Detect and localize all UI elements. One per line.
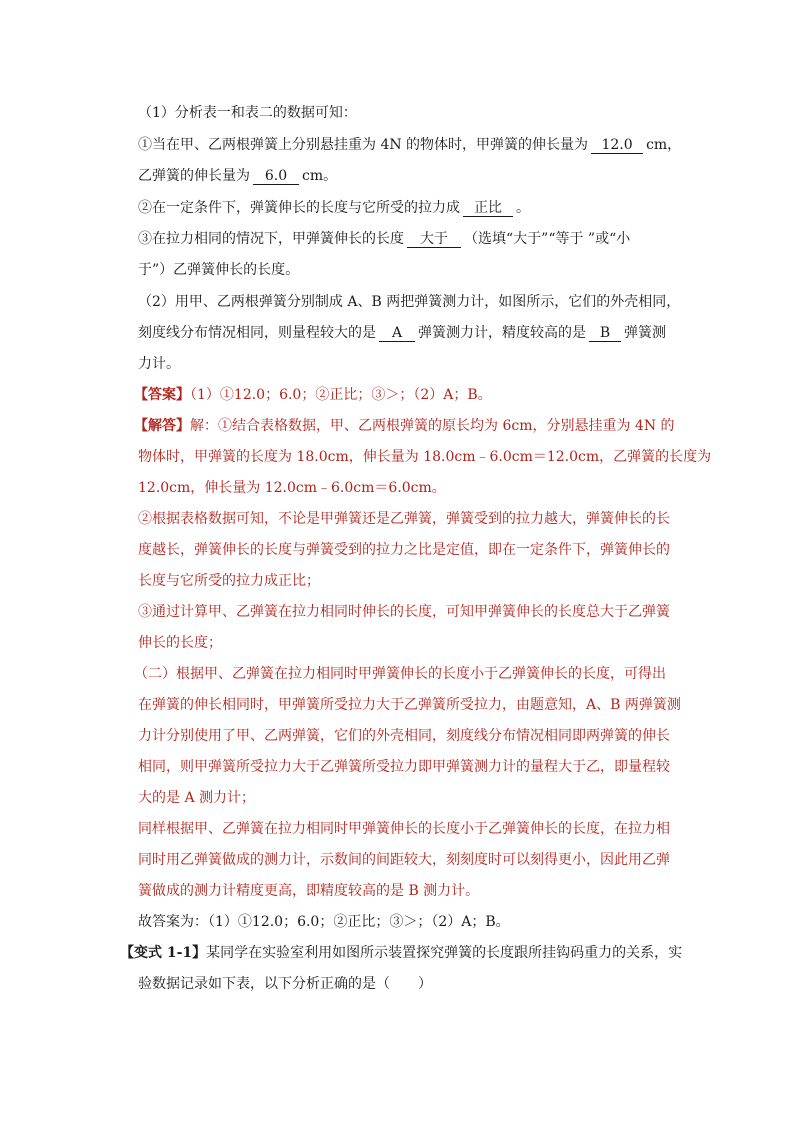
q1-blank-6: 6.0 bbox=[253, 168, 299, 185]
analysis-line-1: 物体时，甲弹簧的长度为 18.0cm，伸长量为 18.0cm﹣6.0cm＝12.0cm，乙弹簧的长度为 bbox=[138, 449, 712, 465]
q2-text2: 弹簧测力计，精度较高的是 bbox=[418, 325, 586, 341]
q2-line2 bbox=[138, 324, 666, 342]
q1-blank-greater: 大于 bbox=[407, 231, 461, 248]
q2-text1: 刻度线分布情况相同，则量程较大的是 bbox=[138, 325, 376, 341]
analysis-line-13: 同样根据甲、乙弹簧在拉力相同时甲弹簧伸长的长度小于乙弹簧伸长的长度，在拉力相 bbox=[138, 821, 670, 837]
analysis-line-7: 伸长的长度； bbox=[138, 635, 222, 651]
answer-text: （1）①12.0；6.0；②正比；③＞；（2）A；B。 bbox=[190, 387, 492, 403]
q1-item2-end: 。 bbox=[516, 200, 530, 216]
q2-blank-b: B bbox=[589, 325, 621, 342]
q1-item3-line2: 于”）乙弹簧伸长的长度。 bbox=[138, 262, 300, 278]
q1-blank-proportional: 正比 bbox=[463, 200, 513, 217]
analysis-line-6: ③通过计算甲、乙弹簧在拉力相同时伸长的长度，可知甲弹簧伸长的长度总大于乙弹簧 bbox=[138, 604, 670, 620]
analysis-line-3: ②根据表格数据可知，不论是甲弹簧还是乙弹簧，弹簧受到的拉力越大，弹簧伸长的长 bbox=[138, 511, 670, 527]
q1-item1-line2 bbox=[138, 167, 337, 185]
q1-item2-line bbox=[138, 199, 530, 217]
analysis-line-2: 12.0cm，伸长量为 12.0cm﹣6.0cm＝6.0cm。 bbox=[138, 480, 446, 496]
q1-unit-cm: cm， bbox=[646, 137, 682, 153]
q1-item1-text2: 乙弹簧的伸长量为 bbox=[138, 168, 250, 184]
q1-item2-text: ②在一定条件下，弹簧伸长的长度与它所受的拉力成 bbox=[138, 200, 460, 216]
analysis-line-10: 力计分别使用了甲、乙两弹簧，它们的外壳相同，刻度线分布情况相同即两弹簧的伸长 bbox=[138, 728, 670, 744]
q1-intro: （1）分析表一和表二的数据可知： bbox=[138, 105, 357, 121]
q1-unit-cm2: cm。 bbox=[302, 168, 338, 184]
analysis-line-11: 相同，则甲弹簧所受拉力大于乙弹簧所受拉力即甲弹簧测力计的量程大于乙，即量程较 bbox=[138, 759, 670, 775]
analysis-text-0: 解：①结合表格数据，甲、乙两根弹簧的原长均为 6cm，分别悬挂重为 4N 的 bbox=[190, 418, 675, 434]
variant-line2: 验数据记录如下表，以下分析正确的是（ ） bbox=[138, 976, 432, 992]
q2-line1: （2）用甲、乙两根弹簧分别制成 A、B 两把弹簧测力计，如图所示，它们的外壳相同， bbox=[138, 294, 681, 310]
answer-line bbox=[134, 386, 492, 404]
analysis-tag: 【解答】 bbox=[134, 418, 190, 434]
q1-item3-hint: （选填“大于”“等于 ”或“小 bbox=[464, 231, 631, 247]
analysis-line-9: 在弹簧的伸长相同时，甲弹簧所受拉力大于乙弹簧所受拉力，由题意知，A、B 两弹簧测 bbox=[138, 697, 681, 713]
q1-blank-12: 12.0 bbox=[591, 137, 643, 154]
q1-item3-line1 bbox=[138, 230, 630, 248]
variant-text1: 某同学在实验室利用如图所示装置探究弹簧的长度跟所挂钩码重力的关系，实 bbox=[206, 945, 683, 961]
analysis-line-5: 长度与它所受的拉力成正比； bbox=[138, 573, 320, 589]
q1-item1-line1 bbox=[138, 136, 681, 154]
answer-tag: 【答案】 bbox=[134, 387, 190, 403]
q2-text3: 弹簧测 bbox=[624, 325, 666, 341]
variant-tag: 【变式 1-1】 bbox=[120, 945, 207, 961]
q1-item3-text: ③在拉力相同的情况下，甲弹簧伸长的长度 bbox=[138, 231, 404, 247]
q2-line3: 力计。 bbox=[138, 356, 180, 372]
variant-line1 bbox=[120, 944, 682, 962]
analysis-line-15: 簧做成的测力计精度更高，即精度较高的是 B 测力计。 bbox=[138, 883, 480, 899]
analysis-line-4: 度越长，弹簧伸长的长度与弹簧受到的拉力之比是定值，即在一定条件下，弹簧伸长的 bbox=[138, 542, 670, 558]
analysis-line-12: 大的是 A 测力计； bbox=[138, 790, 256, 806]
analysis-line-14: 同时用乙弹簧做成的测力计，示数间的间距较大，刻刻度时可以刻得更小，因此用乙弹 bbox=[138, 852, 670, 868]
analysis-conclusion: 故答案为：（1）①12.0；6.0；②正比；③＞；（2）A；B。 bbox=[138, 914, 510, 930]
q1-item1-text: ①当在甲、乙两根弹簧上分别悬挂重为 4N 的物体时，甲弹簧的伸长量为 bbox=[138, 137, 589, 153]
analysis-line-0 bbox=[134, 417, 675, 435]
analysis-line-8: （二）根据甲、乙弹簧在拉力相同时甲弹簧伸长的长度小于乙弹簧伸长的长度，可得出 bbox=[134, 666, 666, 682]
q2-blank-a: A bbox=[379, 325, 415, 342]
